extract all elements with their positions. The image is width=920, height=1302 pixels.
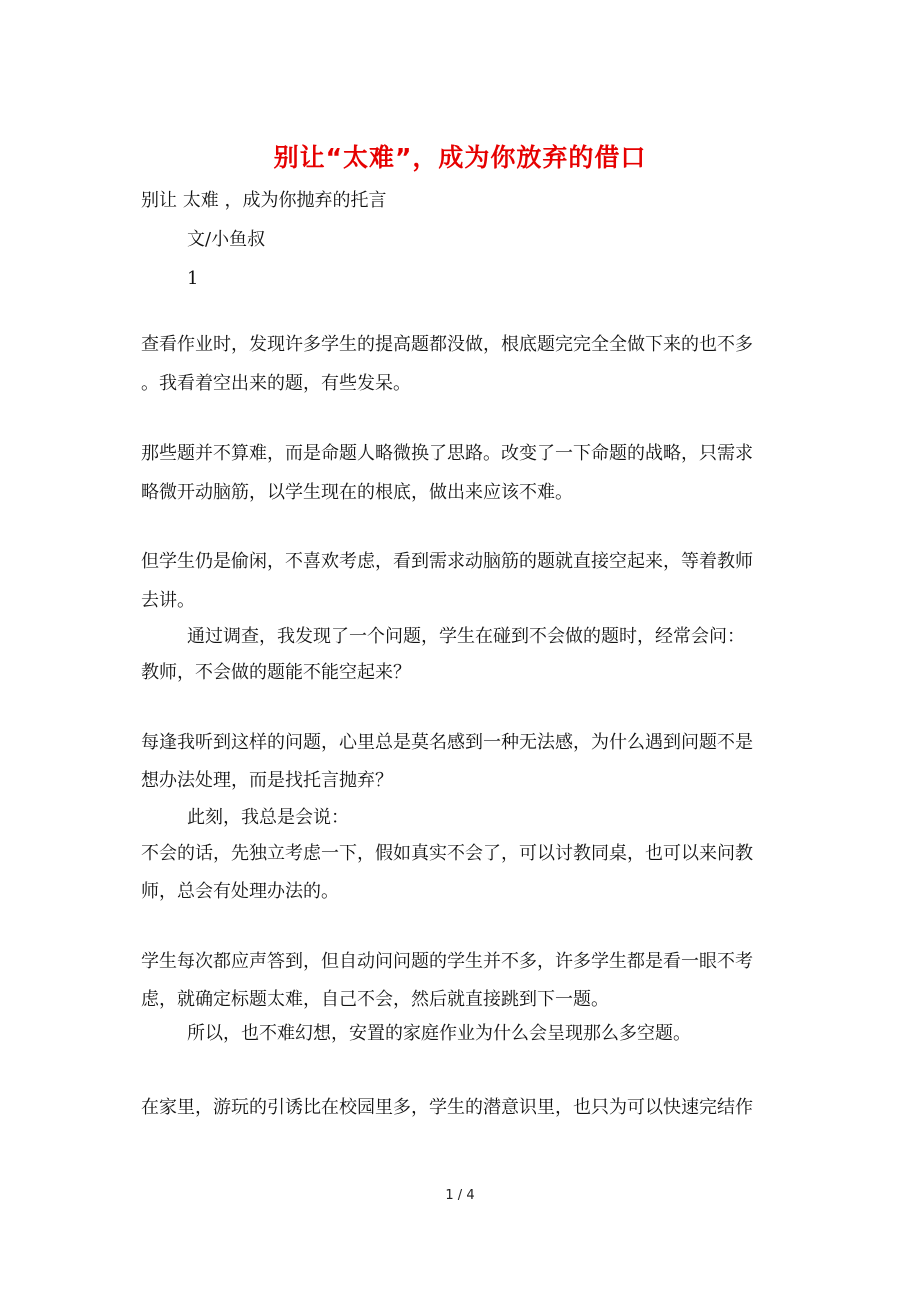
section-number: 1 xyxy=(187,268,199,289)
paragraph-line: 略微开动脑筋，以学生现在的根底，做出来应该不难。 xyxy=(141,482,573,503)
paragraph-line: 。我看着空出来的题，有些发呆。 xyxy=(141,373,411,394)
page-indicator: 1 / 4 xyxy=(445,1188,475,1203)
paragraph-line: 通过调查，我发现了一个问题，学生在碰到不会做的题时，经常会问： xyxy=(187,626,745,647)
paragraph-line: 所以，也不难幻想，安置的家庭作业为什么会呈现那么多空题。 xyxy=(187,1023,691,1044)
paragraph-line: 虑，就确定标题太难，自己不会，然后就直接跳到下一题。 xyxy=(141,989,609,1010)
paragraph-line: 去讲。 xyxy=(141,590,195,611)
paragraph-line: 此刻，我总是会说： xyxy=(187,807,349,828)
paragraph-line: 在家里，游玩的引诱比在校园里多，学生的潜意识里，也只为可以快速完结作 xyxy=(141,1097,753,1118)
paragraph-line: 每逢我听到这样的问题，心里总是莫名感到一种无法感，为什么遇到问题不是 xyxy=(141,732,753,753)
paragraph-line: 不会的话，先独立考虑一下，假如真实不会了，可以讨教同桌，也可以来问教 xyxy=(141,843,753,864)
paragraph-line: 查看作业时，发现许多学生的提高题都没做，根底题完完全全做下来的也不多 xyxy=(141,334,753,355)
author-line: 文/小鱼叔 xyxy=(187,229,266,250)
paragraph-line: 但学生仍是偷闲，不喜欢考虑，看到需求动脑筋的题就直接空起来，等着教师 xyxy=(141,551,753,572)
paragraph-line: 想办法处理，而是找托言抛弃？ xyxy=(141,770,393,791)
paragraph-line: 学生每次都应声答到，但自动问问题的学生并不多，许多学生都是看一眼不考 xyxy=(141,951,753,972)
paragraph-line: 那些题并不算难，而是命题人略微换了思路。改变了一下命题的战略，只需求 xyxy=(141,443,753,464)
subtitle-line: 别让 太难 ，成为你抛弃的托言 xyxy=(141,190,387,211)
paragraph-line: 教师，不会做的题能不能空起来？ xyxy=(141,662,411,683)
document-title: 别让“太难”，成为你放弃的借口 xyxy=(273,143,647,172)
paragraph-line: 师，总会有处理办法的。 xyxy=(141,881,339,902)
